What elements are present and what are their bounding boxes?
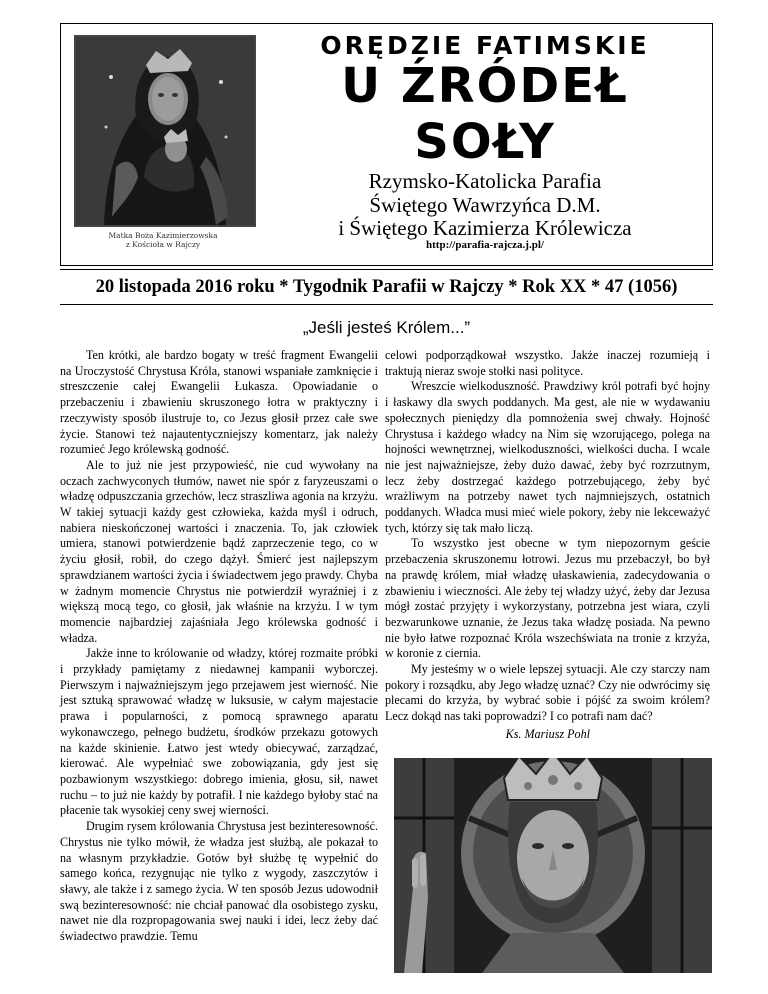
parish-line2: Świętego Wawrzyńca D.M.: [369, 193, 601, 217]
christ-king-icon: [394, 758, 712, 973]
parish-url-link[interactable]: http://parafia-rajcza.j.pl/: [426, 239, 544, 251]
issue-top-rule: [60, 269, 713, 270]
article-right-column: [385, 348, 710, 743]
article-paragraph: celowi podporządkował wszystko. Jakże inaczej rozumieją i traktują nieraz swoje stołki nasi polityce.: [385, 348, 710, 378]
article-paragraph: Ale to już nie jest przypowieść, nie cud wywołany na oczach zachwyconych tłumów, nawet nie spór z faryzeuszami o władzę odpuszczania grzechów, lecz straszliwa agonia na krzyżu. W takiej sytuacji każdy gest człowieka, każda myśl i odruch, nabiera nieskończonej wartości i znaczenia. To, jak człowiek umiera, stanowi potwierdzenie bądź zaprzeczenie tego, co w życiu głosił, robił, do czego dążył. Śmierć jest najlepszym sprawdzianem wartości życia i świadectwem jego prawdy. Chyba w żadnym momencie Chrystus nie potwierdził wyraźniej i z większą mocą tego, co głosił, jak właśnie na krzyżu. I w tym momencie najbardziej zajaśniała Jego królewska godność i władza.: [60, 457, 378, 645]
madonna-icon-frame: [74, 35, 256, 227]
masthead-title-line2: U ŹRÓDEŁ: [341, 58, 629, 114]
icon-caption: [74, 231, 252, 249]
issue-line: 20 listopada 2016 roku * Tygodnik Parafii w Rajczy * Rok XX * 47 (1056): [95, 277, 678, 297]
article-paragraph: To wszystko jest obecne w tym niepozornym geście przebaczenia skruszonemu łotrowi. Jezus mu przebaczył, bo był na prawdę królem, miał władzę ułaskawienia, zadecydowania o zbawieniu i wieczności. Ale żeby tej władzy użyć, żeby dar Jezusa mógł zostać przyjęty i wykorzystany, potrzebna jest wiara, czyli bezwarunkowe uznanie, że Jezus taka władzę posiada. Na pewno nie było łatwe rozpoznać Króla wszechświata na tronie z krzyża, w koronie z ciernia.: [385, 536, 710, 661]
parish-line3: i Świętego Kazimierza Królewicza: [338, 216, 632, 240]
masthead-title-line1: ORĘDZIE FATIMSKIE: [320, 31, 650, 60]
article-paragraph: Drugim rysem królowania Chrystusa jest bezinteresowność. Chrystus nie tylko mówił, że władza jest służbą, ale pokazał to na własnym przykładzie. Gotów był służbę tę wypełnić do samego końca, rezygnując nie tylko z wygody, zaszczytów i sławy, ale także i z samego życia. W ten sposób Jezus udowodnił swą bezinteresowność: nie chciał panować dla osobistego zysku, nawet nie dla rozpropagowania swej nauki i idei, lecz żeby dać świadectwo prawdzie. Temu: [60, 819, 378, 944]
issue-bottom-rule: [60, 304, 713, 305]
article-heading: „Jeśli jesteś Królem...”: [302, 318, 471, 337]
masthead-title-line3: SOŁY: [414, 114, 556, 170]
article-paragraph: My jesteśmy w o wiele lepszej sytuacji. Ale czy starczy nam pokory i rozsądku, aby Jego władzę uznać? Czy nie odwrócimy się plecami do krzyża, by wybrać sobie i pójść za swoim królem? Lecz dokąd nas taki poprowadzi? I co potrafi nam dać?: [385, 662, 710, 724]
madonna-icon-image: [64, 27, 261, 263]
article-paragraph: Jakże inne to królowanie od władzy, której rozmaite próbki i przykłady pamiętamy z niedawnej kampanii wyborczej. Pierwszym i najważniejszym jego przejawem jest wierność. Nie jest sztuką sprawować władzę w luksusie, w całym majestacie prawa i popularności, z pomocą sprawnego aparatu wykonawczego, pełnego budżetu, środków przekazu gotowych na każde skinienie. Łatwo jest wtedy obiecywać, zarządzać, kierować. Ale wypełniać swe zobowiązania, gdy jest się pozbawionym wszystkiego: dobrego imienia, głosu, sił, nawet ruchu – to już nie każdy by potrafił. I nie każdego byłoby stać na płacenie tak wysokiej ceny swej wierności.: [60, 646, 378, 818]
article-author: Ks. Mariusz Pohl: [505, 726, 590, 741]
christ-king-stained-glass-image: [394, 758, 712, 973]
article-paragraph: Ten krótki, ale bardzo bogaty w treść fragment Ewangelii na Uroczystość Chrystusa Króla, stanowi wspaniałe zamknięcie i streszczenie całej Ewangelii Łukasza. Opowiadanie o przebaczeniu i zbawieniu skruszonego łotra w praktyczny i rzeczywisty sposób ilustruje to, co Jezus głosił przez całe swe życie. Stanowi też najautentyczniejszy komentarz, jak należy rozumieć Jego królewską godność.: [60, 348, 378, 457]
article-paragraph: Wreszcie wielkoduszność. Prawdziwy król potrafi być hojny i łaskawy dla swych poddanych. Ma gest, ale nie w wydawaniu społecznych pieniędzy dla pomnożenia swej chwały. Hojność Chrystusa i każdego władcy na Nim się wzorującego, polega na hojności wewnętrznej, wielkoduszności, wielkości ducha. I wcale nie jest najważniejsze, żeby dużo dawać, żeby być rozrzutnym, lecz żeby dostrzegać każdego potrzebującego, żeby być wrażliwym na potrzeby nawet tych najmniejszych, ostatnich poddanych. Władca musi mieć wiele pokory, żeby nie lekceważyć tych, którzy się tak mało liczą.: [385, 379, 710, 535]
madonna-icon: [76, 37, 254, 225]
parish-line1: Rzymsko-Katolicka Parafia: [368, 169, 602, 193]
icon-caption-line2: z Kościoła w Rajczy: [125, 240, 201, 249]
icon-caption-line1: Matka Boża Kazimierzowska: [108, 231, 218, 240]
article-left-column: [60, 348, 378, 945]
